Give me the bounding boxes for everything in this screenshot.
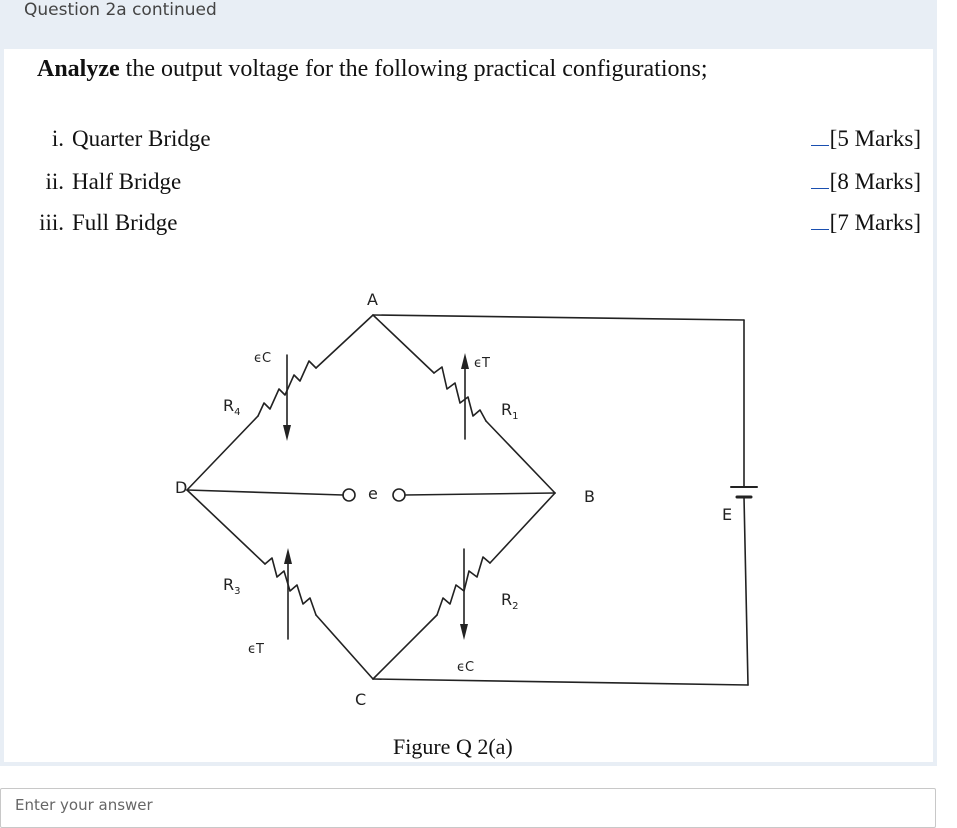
wire-supply-bottom [744, 497, 748, 685]
part-number: ii. [45, 169, 64, 194]
wire-a-supply [373, 315, 744, 320]
marks-text: [8 Marks] [829, 169, 921, 194]
marks-text: [5 Marks] [829, 126, 921, 151]
resistor-r3-zigzag [265, 558, 316, 615]
output-terminal-right [393, 489, 405, 501]
wire-a-r1 [373, 315, 434, 373]
strain-label-r2: ϵC [457, 660, 475, 675]
output-terminal-left [343, 489, 355, 501]
wire-c-supply [373, 679, 748, 685]
wire-r2-c [373, 615, 437, 679]
part-text: Half Bridge [72, 169, 182, 194]
wire-a-r4 [316, 315, 373, 368]
resistor-label-r4: $R_4$ [223, 396, 241, 418]
node-label-a: A [367, 290, 378, 309]
output-label-e: e [368, 484, 378, 503]
arrow-up-icon [284, 548, 292, 564]
marks-text: [7 Marks] [829, 210, 921, 235]
answer-input[interactable] [15, 791, 915, 819]
strain-label-r4: ϵC [254, 351, 272, 366]
resistor-label-r2: $R_2$ [501, 590, 519, 612]
wire-r4-d [187, 416, 258, 490]
part-text: Quarter Bridge [72, 126, 211, 151]
prompt-bold-word: Analyze [37, 56, 120, 82]
part-number: iii. [39, 210, 64, 235]
wire-d-r3 [187, 490, 265, 564]
node-label-b: B [584, 487, 595, 506]
part-number: i. [51, 126, 64, 151]
wire-b-r2 [490, 493, 555, 563]
node-label-c: C [355, 690, 367, 709]
question-header: Question 2a continued [24, 0, 217, 20]
arrow-down-icon [283, 425, 291, 441]
question-image [4, 49, 933, 762]
wheatstone-bridge-diagram [4, 49, 933, 762]
wire-r1-b [486, 421, 555, 493]
resistor-r1-zigzag [434, 367, 486, 421]
node-label-d: D [175, 478, 188, 497]
wire-r3-c [316, 615, 373, 679]
strain-label-r3: ϵT [248, 642, 264, 657]
wire-d-output [187, 490, 343, 495]
source-label-e: E [722, 505, 733, 524]
wire-output-b [405, 493, 555, 495]
resistor-label-r1: $R_1$ [501, 400, 519, 422]
resistor-label-r3: $R_3$ [223, 575, 241, 597]
prompt-text: the output voltage for the following practical configurations; [119, 56, 708, 82]
arrow-up-icon [461, 353, 469, 369]
figure-caption: Figure Q 2(a) [393, 734, 513, 759]
arrow-down-icon [460, 624, 468, 640]
strain-label-r1: ϵT [474, 356, 490, 371]
part-text: Full Bridge [72, 210, 178, 235]
